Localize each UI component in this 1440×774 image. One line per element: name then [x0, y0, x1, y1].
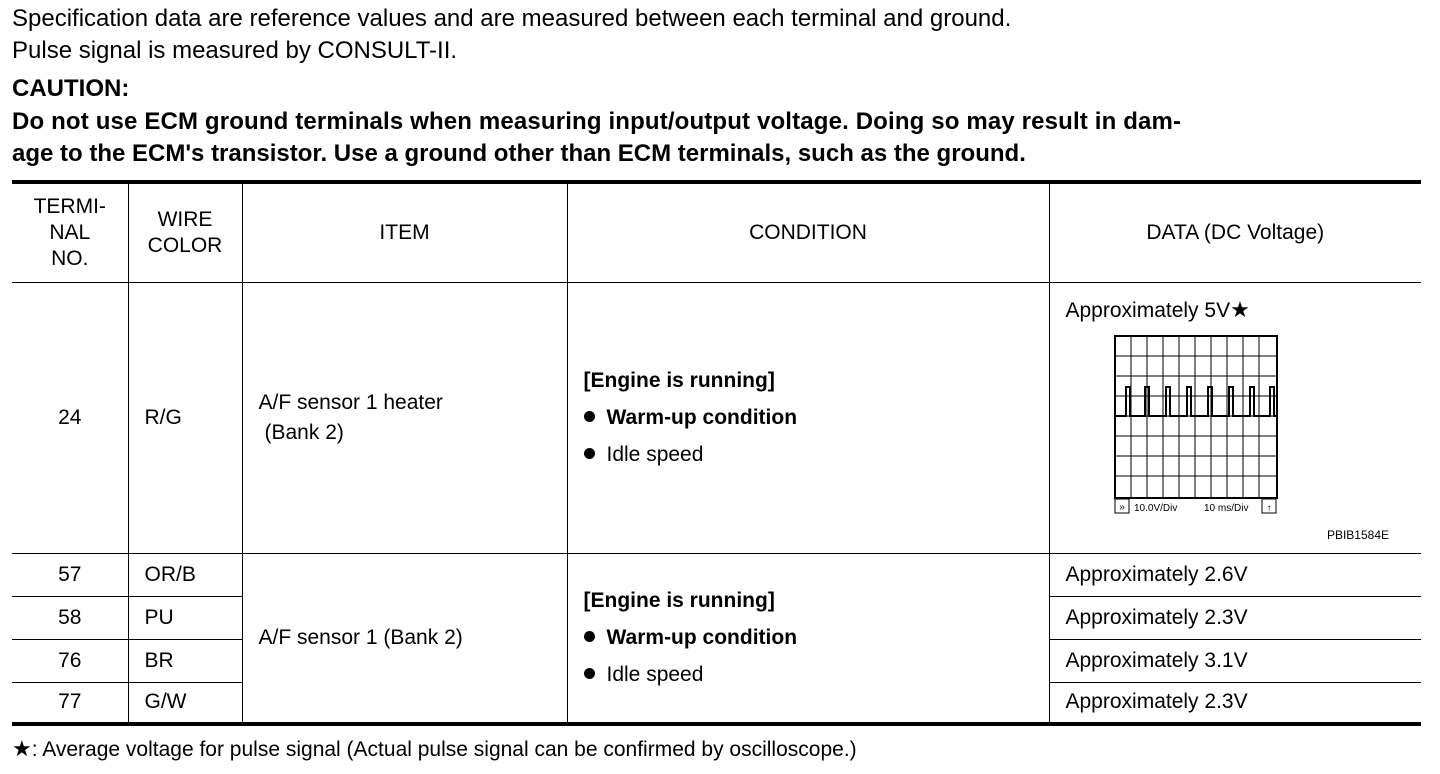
header-terminal-line: TERMI-	[33, 194, 106, 218]
terminal-cell: 76	[12, 639, 128, 682]
data-cell: Approximately 2.3V	[1049, 596, 1421, 639]
item-line: (Bank 2)	[264, 420, 344, 444]
data-cell: Approximately 3.1V	[1049, 639, 1421, 682]
condition-text: Warm-up condition	[606, 626, 798, 650]
header-terminal-line: NO.	[51, 246, 89, 270]
caution-line-2: age to the ECM's transistor. Use a ground other than ECM terminals, such as the ground.	[12, 140, 1026, 167]
caution-title: CAUTION:	[12, 75, 130, 102]
bullet-icon	[584, 631, 595, 642]
scope-time-scale: 10 ms/Div	[1203, 502, 1248, 514]
terminal-cell: 77	[12, 682, 128, 724]
header-row	[12, 182, 1421, 282]
condition-heading: [Engine is running]	[583, 589, 775, 613]
caution-line-1: Do not use ECM ground terminals when measuring input/output voltage. Doing so may result in dam-	[12, 108, 1182, 135]
footnote	[12, 736, 857, 762]
condition-cell	[567, 282, 1049, 553]
condition-text: Warm-up condition	[606, 406, 798, 429]
wire-color-cell: OR/B	[128, 553, 242, 596]
header-wire-line: WIRE	[157, 207, 213, 231]
terminal-cell: 57	[12, 553, 128, 596]
ecm-terminal-table	[12, 180, 1421, 726]
bullet-icon	[584, 411, 595, 422]
header-data: DATA (DC Voltage)	[1049, 182, 1421, 282]
figure-id: PBIB1584E	[1326, 527, 1389, 542]
condition-text: Idle speed	[606, 443, 704, 466]
header-wire-color	[128, 182, 242, 282]
data-value	[1066, 297, 1422, 324]
header-terminal	[12, 182, 128, 282]
data-cell: Approximately 2.3V	[1049, 682, 1421, 724]
svg-text:↑: ↑	[1266, 502, 1271, 514]
table-row	[12, 282, 1421, 553]
footnote-text: : Average voltage for pulse signal (Actual pulse signal can be confirmed by oscilloscope.)	[31, 738, 857, 761]
oscilloscope-waveform	[1114, 335, 1278, 515]
header-wire-line: COLOR	[147, 233, 223, 257]
table-row	[12, 553, 1421, 596]
wire-color-cell: PU	[128, 596, 242, 639]
wire-color-cell: G/W	[128, 682, 242, 724]
header-item: ITEM	[242, 182, 567, 282]
bullet-icon	[584, 668, 595, 679]
wire-color-cell: R/G	[128, 282, 242, 553]
condition-item	[584, 436, 1049, 473]
pulse-note: Pulse signal is measured by CONSULT-II.	[12, 37, 458, 64]
terminal-cell: 24	[12, 282, 128, 553]
item-cell	[242, 282, 567, 553]
condition-item	[584, 656, 1049, 693]
item-cell: A/F sensor 1 (Bank 2)	[242, 553, 567, 724]
condition-heading: [Engine is running]	[583, 369, 775, 392]
header-terminal-line: NAL	[49, 220, 91, 244]
item-line: A/F sensor 1 heater	[258, 390, 443, 414]
data-text: Approximately 5V	[1065, 298, 1231, 322]
svg-text:»: »	[1118, 501, 1125, 513]
bullet-icon	[584, 448, 595, 459]
data-cell	[1049, 282, 1421, 553]
condition-item	[584, 619, 1049, 656]
scope-volt-scale: 10.0V/Div	[1133, 502, 1177, 514]
condition-cell	[567, 553, 1049, 724]
spec-note: Specification data are reference values and are measured between each terminal and ground.	[12, 5, 1012, 32]
condition-item	[584, 399, 1049, 436]
terminal-cell: 58	[12, 596, 128, 639]
header-condition: CONDITION	[567, 182, 1049, 282]
wire-color-cell: BR	[128, 639, 242, 682]
star-icon: ★	[12, 736, 32, 761]
condition-text: Idle speed	[606, 663, 704, 687]
star-icon: ★	[1230, 296, 1250, 322]
data-cell: Approximately 2.6V	[1049, 553, 1421, 596]
